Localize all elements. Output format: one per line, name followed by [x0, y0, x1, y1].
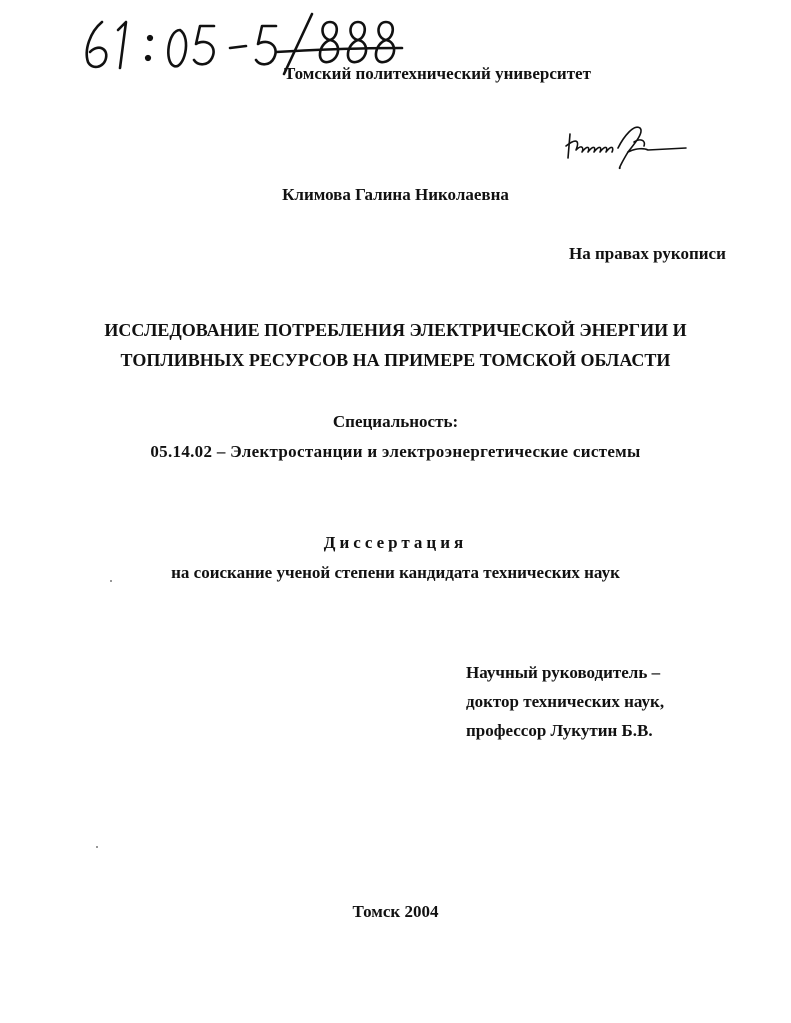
- scan-speck: [110, 580, 112, 582]
- author-name: Климова Галина Николаевна: [282, 185, 509, 204]
- document-type: Диссертация: [323, 533, 468, 552]
- signature-mark: [562, 118, 692, 173]
- scan-speck: [96, 846, 98, 848]
- specialty-value: 05.14.02 – Электростанции и электроэнергетические системы: [150, 442, 641, 461]
- specialty-label: Специальность:: [332, 412, 459, 431]
- supervisor-name: профессор Лукутин Б.В.: [466, 721, 653, 740]
- city-and-year: Томск 2004: [352, 902, 439, 921]
- degree-statement: на соискание ученой степени кандидата технических наук: [171, 563, 620, 582]
- manuscript-rights-note: На правах рукописи: [569, 244, 726, 263]
- dissertation-title-line-1: ИССЛЕДОВАНИЕ ПОТРЕБЛЕНИЯ ЭЛЕКТРИЧЕСКОЙ ЭНЕРГИИ И: [104, 320, 687, 340]
- dissertation-title-line-2: ТОПЛИВНЫХ РЕСУРСОВ НА ПРИМЕРЕ ТОМСКОЙ ОБЛАСТИ: [120, 350, 671, 370]
- supervisor-degree: доктор технических наук,: [466, 692, 665, 711]
- supervisor-role: Научный руководитель –: [466, 663, 661, 682]
- university-name: Томский политехнический университет: [284, 64, 591, 83]
